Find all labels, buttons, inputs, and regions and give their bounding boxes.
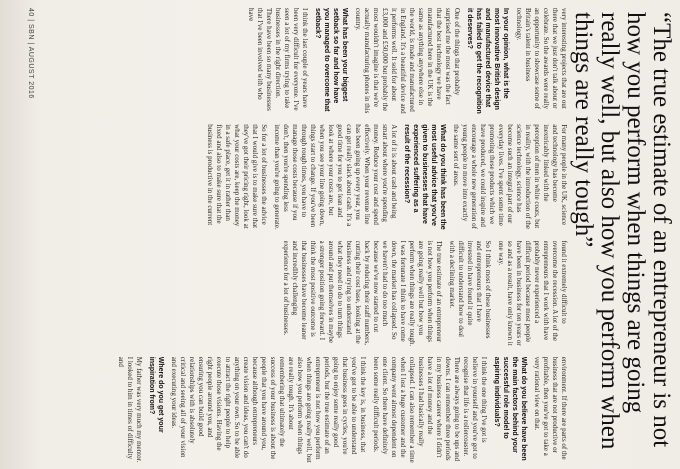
article-column-4	[38, 357, 568, 463]
body-paragraph: I think the one thing I've got is believe in yourself and you've got to recognise that life is a rollercoaster. There are always going to be ups and downs. I can remember three periods in my business career where I didn't have a lot of money and the businesses I had basically really collapsed. I can also remember a time when I lost a huge customer and the company went almost dependent on one client. So there have definitely been some really difficult periods.	[372, 356, 488, 463]
body-paragraph: The true estimate of an entrepreneur is not how you perform when things are going really well but how you perform when things are really tough. I was fortunate I think to have come down, the market has collapsed. So we haven't had to do too much because we've now started to cut back by reducing their staff numbers, cutting their cost base, looking at the business and trying to understand what they need to do to turn things around and put themselves in maybe a stronger position going forward. I think the most positive outcome is that businesses have become leaner and incredibly challenging experience for a lot of businesses.	[282, 240, 443, 347]
interview-question: What has been your biggest setback so far and how have you managed to overcome that setback?	[314, 8, 348, 112]
pull-quote: “The true estimate of an entrepreneur is not how you perform when things are going really well, but also how you perform when things are really tough”	[570, 12, 675, 450]
article-column-1	[38, 8, 568, 114]
body-paragraph: So I think most of these businesses and entrepreneurs that I have invested in have found it quite difficult to understand how to deal with a declining market.	[448, 240, 492, 339]
body-paragraph: One of the things that probably surprised me the most was the fact that the best technology we have manufactured here in the UK is the same as anything anywhere else in the world, is made and manufactured in England. It's a beautiful device and it performs well. It sold for about £3,000 and £50,000 but probably the most wouldn't imagine is that we're actually manufacturing phones in this country.	[354, 8, 461, 114]
body-paragraph: For many people in the UK, science and technology has become inextricably linked with the perception of men in white coats, but in reality, with the introduction of the science technology, science has become such an integral part of our everyday lives. I've spent some time promoting these products which we have produced, we could inspire and encourage a whole new generation of young people to move into exactly the same sort of areas.	[452, 124, 568, 230]
body-paragraph: environment. If there are parts of the business that are not productive or profitable, then you've got to take a very rational view on that.	[533, 356, 568, 460]
interview-question: Where do you get your inspiration from?	[148, 356, 164, 433]
interview-question: What do you believe have been the main factors behind your successful role model to aspiring individuals?	[493, 356, 527, 461]
body-paragraph: So for a lot of businesses the advice that I would give is to make sure that they've got their pricing right, look at what your costs are, keep the money in a safe place, get it in rather than fixed and also to make sure that the business is productive in the current	[206, 124, 268, 229]
body-paragraph: I think the key is, in business, that you've got to be able to understand that business goes in cycles, you're going to enjoy some really good periods, but the true estimate of an entrepreneur is not how you perform when things are going really well, but also how you perform when things are really tough. It's about remembering that ultimately the success of your business is about the people that you have around you, because although entrepreneurs create vision and ideas, you can't do anything on your own. So to be able to attract the right people to help execute those visions. Having the right people around you, and ensuring you can build good relationships with is absolutely critical and seeing all of your vision and executing your ideas.	[170, 356, 367, 463]
article-column-2	[38, 124, 568, 230]
body-paragraph: found it extremely difficult to overcome the recession. A lot of the entrepreneurs that I work with have probably never experienced a difficult period because most people have been in business for ten years or so and as a result, have only known it one way.	[497, 240, 568, 346]
body-paragraph: My father was very much my mentor. I looked to him in times of difficulty and	[117, 356, 143, 463]
interview-question: In your opinion, what is the most innovative British design and manufactured device that has failed to get the recognition it deserves?	[466, 8, 509, 114]
article-column-3	[38, 241, 568, 347]
body-paragraph: I think the last couple of years have been very difficult for everyone. I've seen a lot of my firms trying to take businesses in the right direction. There have been so many businesses that I've been involved with who have	[247, 8, 309, 111]
article-columns	[38, 8, 568, 463]
interview-question: What do you think has been the most useful advice that you've given to businesses that have experienced suffering as a result of the recession?	[403, 124, 446, 230]
body-paragraph: very interesting projects that are out there that we just don't talk about or celebrate. So the awards were really an opportunity to showcase some of Britain's talent in business technology.	[515, 8, 568, 110]
page-folio: 40 | SBN | AUGUST 2016	[27, 8, 34, 99]
body-paragraph: A lot of it is about cash and being smart about where you're spending money. Reduce your cost and spend effectively. When your revenue line has been going up every year, you can get really slack about cash. It's a good time for you to get lean and look at where your costs are, but when you see your line going down, things start to change. If you've been through rough times, you have to manage those costs because if you don't, then you're spending less income than you're going to generate.	[273, 124, 398, 230]
